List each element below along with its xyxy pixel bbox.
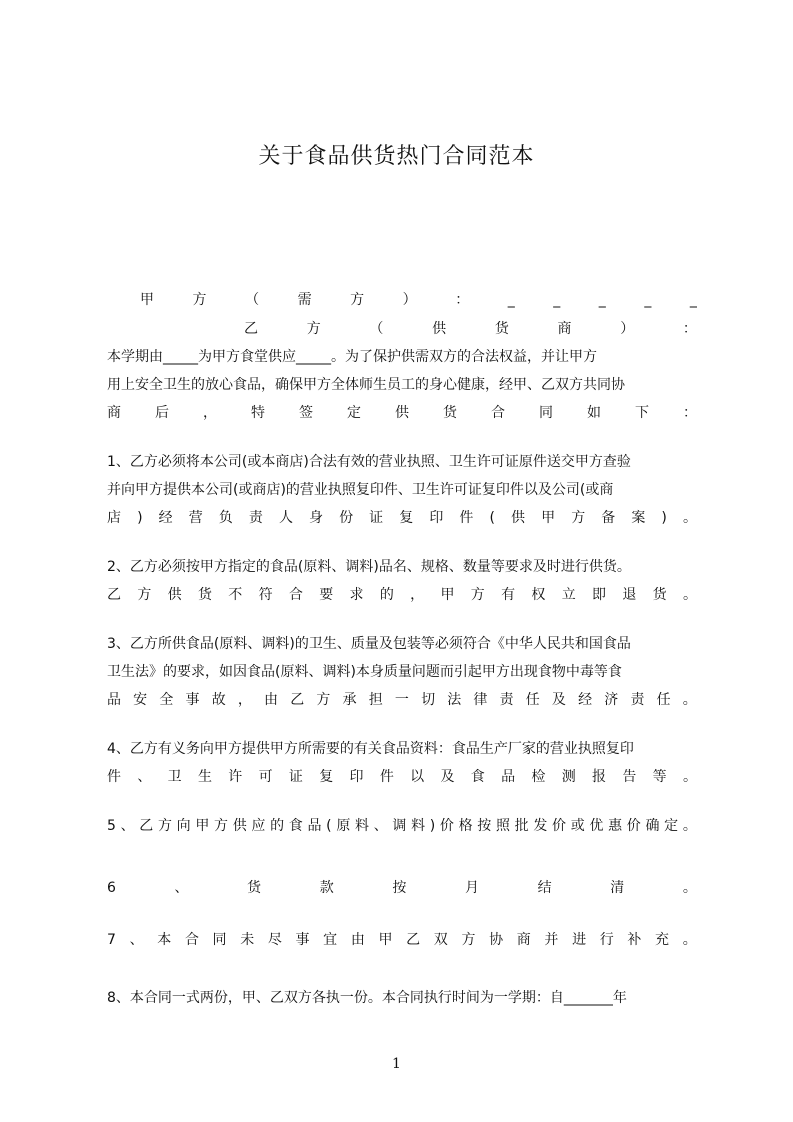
- document-line: 7 、 本 合 同 未 尽 事 宜 由 甲 乙 双 方 协 商 并 进 行 补 充 。: [107, 932, 697, 948]
- document-line: 用上安全卫生的放心食品，确保甲方全体师生员工的身心健康，经甲、乙双方共同协: [107, 377, 625, 393]
- document-body: [107, 285, 697, 1045]
- document-line: 卫生法》的要求，如因食品(原料、调料)本身质量问题而引起甲方出现食物中毒等食: [107, 664, 622, 680]
- document-line: 件 、 卫 生 许 可 证 复 印 件 以 及 食 品 检 测 报 告 等 。: [107, 769, 697, 785]
- document-line: 品 安 全 事 故 ， 由 乙 方 承 担 一 切 法 律 责 任 及 经 济 责 任 。: [107, 692, 697, 708]
- document-title: 关于食品供货热门合同范本: [258, 144, 535, 169]
- document-line: 乙 方 （ 供 货 商 ） ：: [244, 321, 697, 337]
- document-line: 商 后 ， 特 签 定 供 货 合 同 如 下 ：: [107, 405, 697, 421]
- page-number: 1: [392, 1056, 401, 1072]
- document-line: 5 、 乙 方 向 甲 方 供 应 的 食 品 ( 原 料 、 调 料 ) 价 格 按 照 批 发 价 或 优 惠 价 确 定 。: [107, 818, 697, 834]
- document-line: 4、乙方有义务向甲方提供甲方所需要的有关食品资料：食品生产厂家的营业执照复印: [107, 741, 634, 757]
- document-line: 甲 方 （ 需 方 ） ： _ _ _ _ _: [140, 292, 697, 308]
- document-line: 3、乙方所供食品(原料、调料)的卫生、质量及包装等必须符合《中华人民共和国食品: [107, 636, 631, 652]
- document-line: 店 ) 经 营 负 责 人 身 份 证 复 印 件 ( 供 甲 方 备 案 ) 。: [107, 510, 697, 526]
- document-line: 1、乙方必须将本公司(或本商店)合法有效的营业执照、卫生许可证原件送交甲方查验: [107, 454, 631, 470]
- document-line: 乙 方 供 货 不 符 合 要 求 的 ， 甲 方 有 权 立 即 退 货 。: [107, 587, 697, 603]
- document-line: 2、乙方必须按甲方指定的食品(原料、调料)品名、规格、数量等要求及时进行供货。: [107, 559, 631, 575]
- document-line: 本学期由_____为甲方食堂供应_____。为了保护供需双方的合法权益，并让甲方: [107, 349, 597, 365]
- document-line: 8、本合同一式两份，甲、乙双方各执一份。本合同执行时间为一学期：自_______年: [107, 990, 627, 1006]
- document-line: 并向甲方提供本公司(或商店)的营业执照复印件、卫生许可证复印件以及公司(或商: [107, 482, 614, 498]
- document-line: 6 、 货 款 按 月 结 清 。: [107, 880, 697, 896]
